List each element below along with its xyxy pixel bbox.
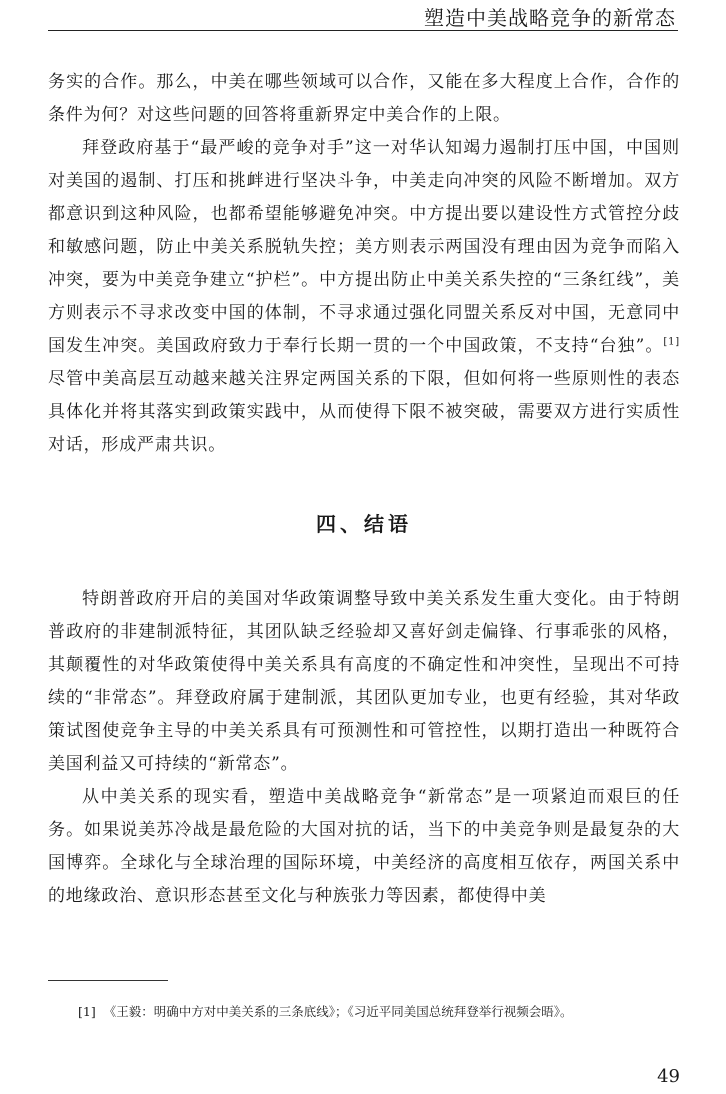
footnote-text: 《王毅：明确中方对中美关系的三条底线》；《习近平同美国总统拜登举行视频会晤》。 (103, 1004, 573, 1019)
paragraph-4: 从中美关系的现实看，塑造中美战略竞争“新常态”是一项紧迫而艰巨的任务。如果说美苏冷战是最危险的大国对抗的话，当下的中美竞争则是最复杂的大国博弈。全球化与全球治理的国际环境，中美经济的高度相互依存，两国关系中的地缘政治、意识形态甚至文化与种族张力等因素，都使得中美 (48, 787, 680, 906)
paragraph-2-text-a: 拜登政府基于“最严峻的竞争对手”这一对华认知竭力遏制打压中国，中国则对美国的遏制、打压和挑衅进行坚决斗争，中美走向冲突的风险不断增加。双方都意识到这种风险，也都希望能够避免冲突。中方提出要以建设性方式管控分歧和敏感问题，防止中美关系脱轨失控；美方则表示两国没有理由因为竞争而陷入冲突，要为中美竞争建立“护栏”。中方提出防止中美关系失控的“三条红线”，美方则表示不寻求改变中国的体制，不寻求通过强化同盟关系反对中国，无意同中国发生冲突。美国政府致力于奉行长期一贯的一个中国政策，不支持“台独”。 (48, 138, 680, 356)
header-title: 塑造中美战略竞争的新常态 (424, 6, 676, 30)
section-heading: 四、结语 (316, 512, 412, 536)
main-text (48, 66, 680, 913)
footnote-divider (48, 980, 168, 981)
footnote-reference[interactable]: [1] (663, 336, 680, 348)
paragraph-2-text-b: 尽管中美高层互动越来越关注界定两国关系的下限，但如何将一些原则性的表态具体化并将其落实到政策实践中，从而使得下限不被突破，需要双方进行实质性对话，形成严肃共识。 (48, 369, 680, 455)
paragraph-3: 特朗普政府开启的美国对华政策调整导致中美关系发生重大变化。由于特朗普政府的非建制派特征，其团队缺乏经验却又喜好剑走偏锋、行事乖张的风格，其颠覆性的对华政策使得中美关系具有高度的不确定性和冲突性，呈现出不可持续的“非常态”。拜登政府属于建制派，其团队更加专业，也更有经验，其对华政策试图使竞争主导的中美关系具有可预测性和可管控性，以期打造出一种既符合美国利益又可持续的“新常态”。 (48, 589, 680, 774)
footnote (78, 1002, 688, 1022)
running-header (48, 0, 678, 31)
paragraph-2 (48, 132, 680, 462)
paragraph-1: 务实的合作。那么，中美在哪些领域可以合作，又能在多大程度上合作，合作的条件为何？对这些问题的回答将重新界定中美合作的上限。 (48, 72, 680, 125)
footnote-mark: [1] (78, 1004, 96, 1019)
page-number: 49 (657, 1066, 680, 1087)
